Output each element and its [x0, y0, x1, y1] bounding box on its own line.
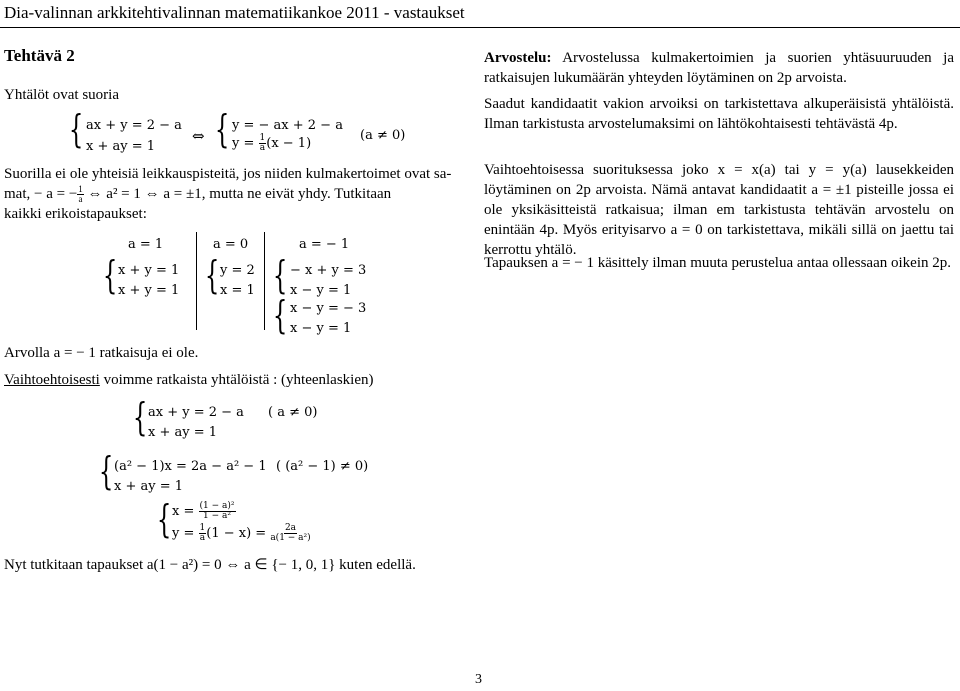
para1-line2-a: mat, − a = − [4, 186, 78, 202]
grading-paragraph-3: Vaihtoehtoisessa suorituksessa joko x = x(a) tai y = y(a) lausekkeiden löytäminen on 2p arvoista. Nämä antavat kandidaatit a = ±1 pisteille jossa ei ole yksikäsitteistä ratkaisua; ilman em tarkistusta tehtävän arvostelu on enintään 4p. Myös erityisarvo a = 0 on tarkistettava, mikäli sillä on jaettu tai kerrottu yhtälö. [484, 162, 954, 258]
case-divider-1 [196, 232, 197, 330]
fraction [270, 524, 310, 543]
alt3-x-row [172, 502, 236, 521]
system2-row2-lhs: y = [232, 136, 259, 151]
fraction-denominator: a(1 − a²) [270, 533, 311, 543]
system2-row2-rhs: (x − 1) [266, 136, 312, 151]
fraction-denominator: a [78, 194, 83, 205]
header-rule [0, 27, 960, 28]
case3-brace-top: { [272, 253, 288, 297]
para1-line2 [4, 184, 391, 204]
case-divider-2 [264, 232, 265, 330]
alt1-row2: x + ay = 1 [148, 425, 218, 440]
conclusion-text: Arvolla a = − 1 ratkaisuja ei ole. [4, 345, 199, 361]
para1-line3: kaikki erikoistapaukset: [4, 206, 147, 222]
alt3-brace: { [156, 497, 172, 541]
intro-text: Yhtälöt ovat suoria [4, 87, 119, 103]
fraction-denominator: a [259, 143, 266, 153]
case3-brace-bottom: { [272, 293, 288, 337]
alt3-y-row [172, 524, 311, 543]
fraction-numerator: (1 − a)² [199, 501, 235, 511]
case1-row2: x + y = 1 [118, 283, 180, 298]
case2-row1: y = 2 [220, 263, 255, 278]
alt2-condition: ( (a² − 1) ≠ 0) [276, 459, 369, 474]
document-header [0, 0, 960, 30]
case2-row2: x = 1 [220, 283, 255, 298]
alt2-row2: x + ay = 1 [114, 479, 184, 494]
fraction-numerator: 1 [78, 184, 83, 195]
alt3-y-mid: (1 − x) = [206, 526, 271, 541]
problem-title: Tehtävä 2 [4, 46, 75, 65]
alt3-x-lhs: x = [172, 504, 199, 519]
alt2-brace: { [98, 449, 114, 493]
grading-paragraph-2: Saadut kandidaatit vakion arvoiksi on tarkistettava alkuperäisistä yhtälöistä. Ilman tarkistusta arvostelumaksimi on lähtökohtaisesti tehtävästä 4p. [484, 96, 954, 132]
fraction-denominator: a [199, 533, 206, 543]
system2-row2 [232, 134, 311, 153]
case1-brace: { [102, 253, 118, 297]
iff-symbol: ⇔ [192, 127, 205, 145]
alternative-underlined: Vaihtoehtoisesti [4, 372, 100, 388]
fraction-numerator: 2a [284, 523, 297, 533]
para1-line1: Suorilla ei ole yhteisiä leikkauspisteitä, jos niiden kulmakertoimet ovat sa- [4, 166, 452, 182]
alt1-row1: ax + y = 2 − a [148, 405, 244, 420]
alternative-line [4, 370, 374, 390]
para1-line2-b: ⇔ a² = 1 ⇔ a = ±1, mutta ne eivät yhdy. Tutkitaan [83, 186, 392, 202]
fraction [199, 502, 236, 521]
case3-row1: − x + y = 3 [290, 263, 367, 278]
system1-row1: ax + y = 2 − a [86, 118, 182, 133]
grading-text-1: Arvostelussa kulmakertoimien ja suorien yhtäsuuruuden ja ratkaisujen lukumäärän yhteyden löytäminen on 2p arvoista. [484, 50, 954, 86]
nonzero-condition: (a ≠ 0) [360, 128, 406, 143]
fraction-numerator: 1 [199, 523, 206, 533]
alternative-rest: voimme ratkaista yhtälöistä : (yhteenlaskien) [99, 372, 374, 388]
system2-brace: { [214, 107, 230, 151]
alt2-row1: (a² − 1)x = 2a − a² − 1 [114, 459, 267, 474]
grading-paragraph-1 [484, 48, 954, 88]
case-label-2: a = 0 [213, 237, 249, 252]
header-title: Dia-valinnan arkkitehtivalinnan matematiikankoe 2011 - vastaukset [4, 3, 465, 22]
case3-row2: x − y = 1 [290, 283, 352, 298]
grading-label: Arvostelu: [484, 50, 552, 66]
case3-row3: x − y = − 3 [290, 301, 367, 316]
system2-row1: y = − ax + 2 − a [232, 118, 343, 133]
page-number: 3 [475, 672, 482, 687]
alt3-y-lhs: y = [172, 526, 199, 541]
fraction-denominator: 1 − a² [203, 511, 231, 521]
case3-row4: x − y = 1 [290, 321, 352, 336]
system1-brace: { [68, 107, 84, 151]
system1-row2: x + ay = 1 [86, 139, 156, 154]
alt1-brace: { [132, 395, 148, 439]
alt1-condition: ( a ≠ 0) [268, 405, 318, 420]
final-text: Nyt tutkitaan tapaukset a(1 − a²) = 0 ⇔ a ∈ {− 1, 0, 1} kuten edellä. [4, 557, 416, 573]
case-label-1: a = 1 [128, 237, 164, 252]
fraction-numerator: 1 [259, 133, 266, 143]
case-label-3: a = − 1 [299, 237, 350, 252]
grading-paragraph-4: Tapauksen a = − 1 käsittely ilman muuta perustelua antaa ollessaan oikein 2p. [484, 255, 951, 271]
case1-row1: x + y = 1 [118, 263, 180, 278]
case2-brace: { [204, 253, 220, 297]
